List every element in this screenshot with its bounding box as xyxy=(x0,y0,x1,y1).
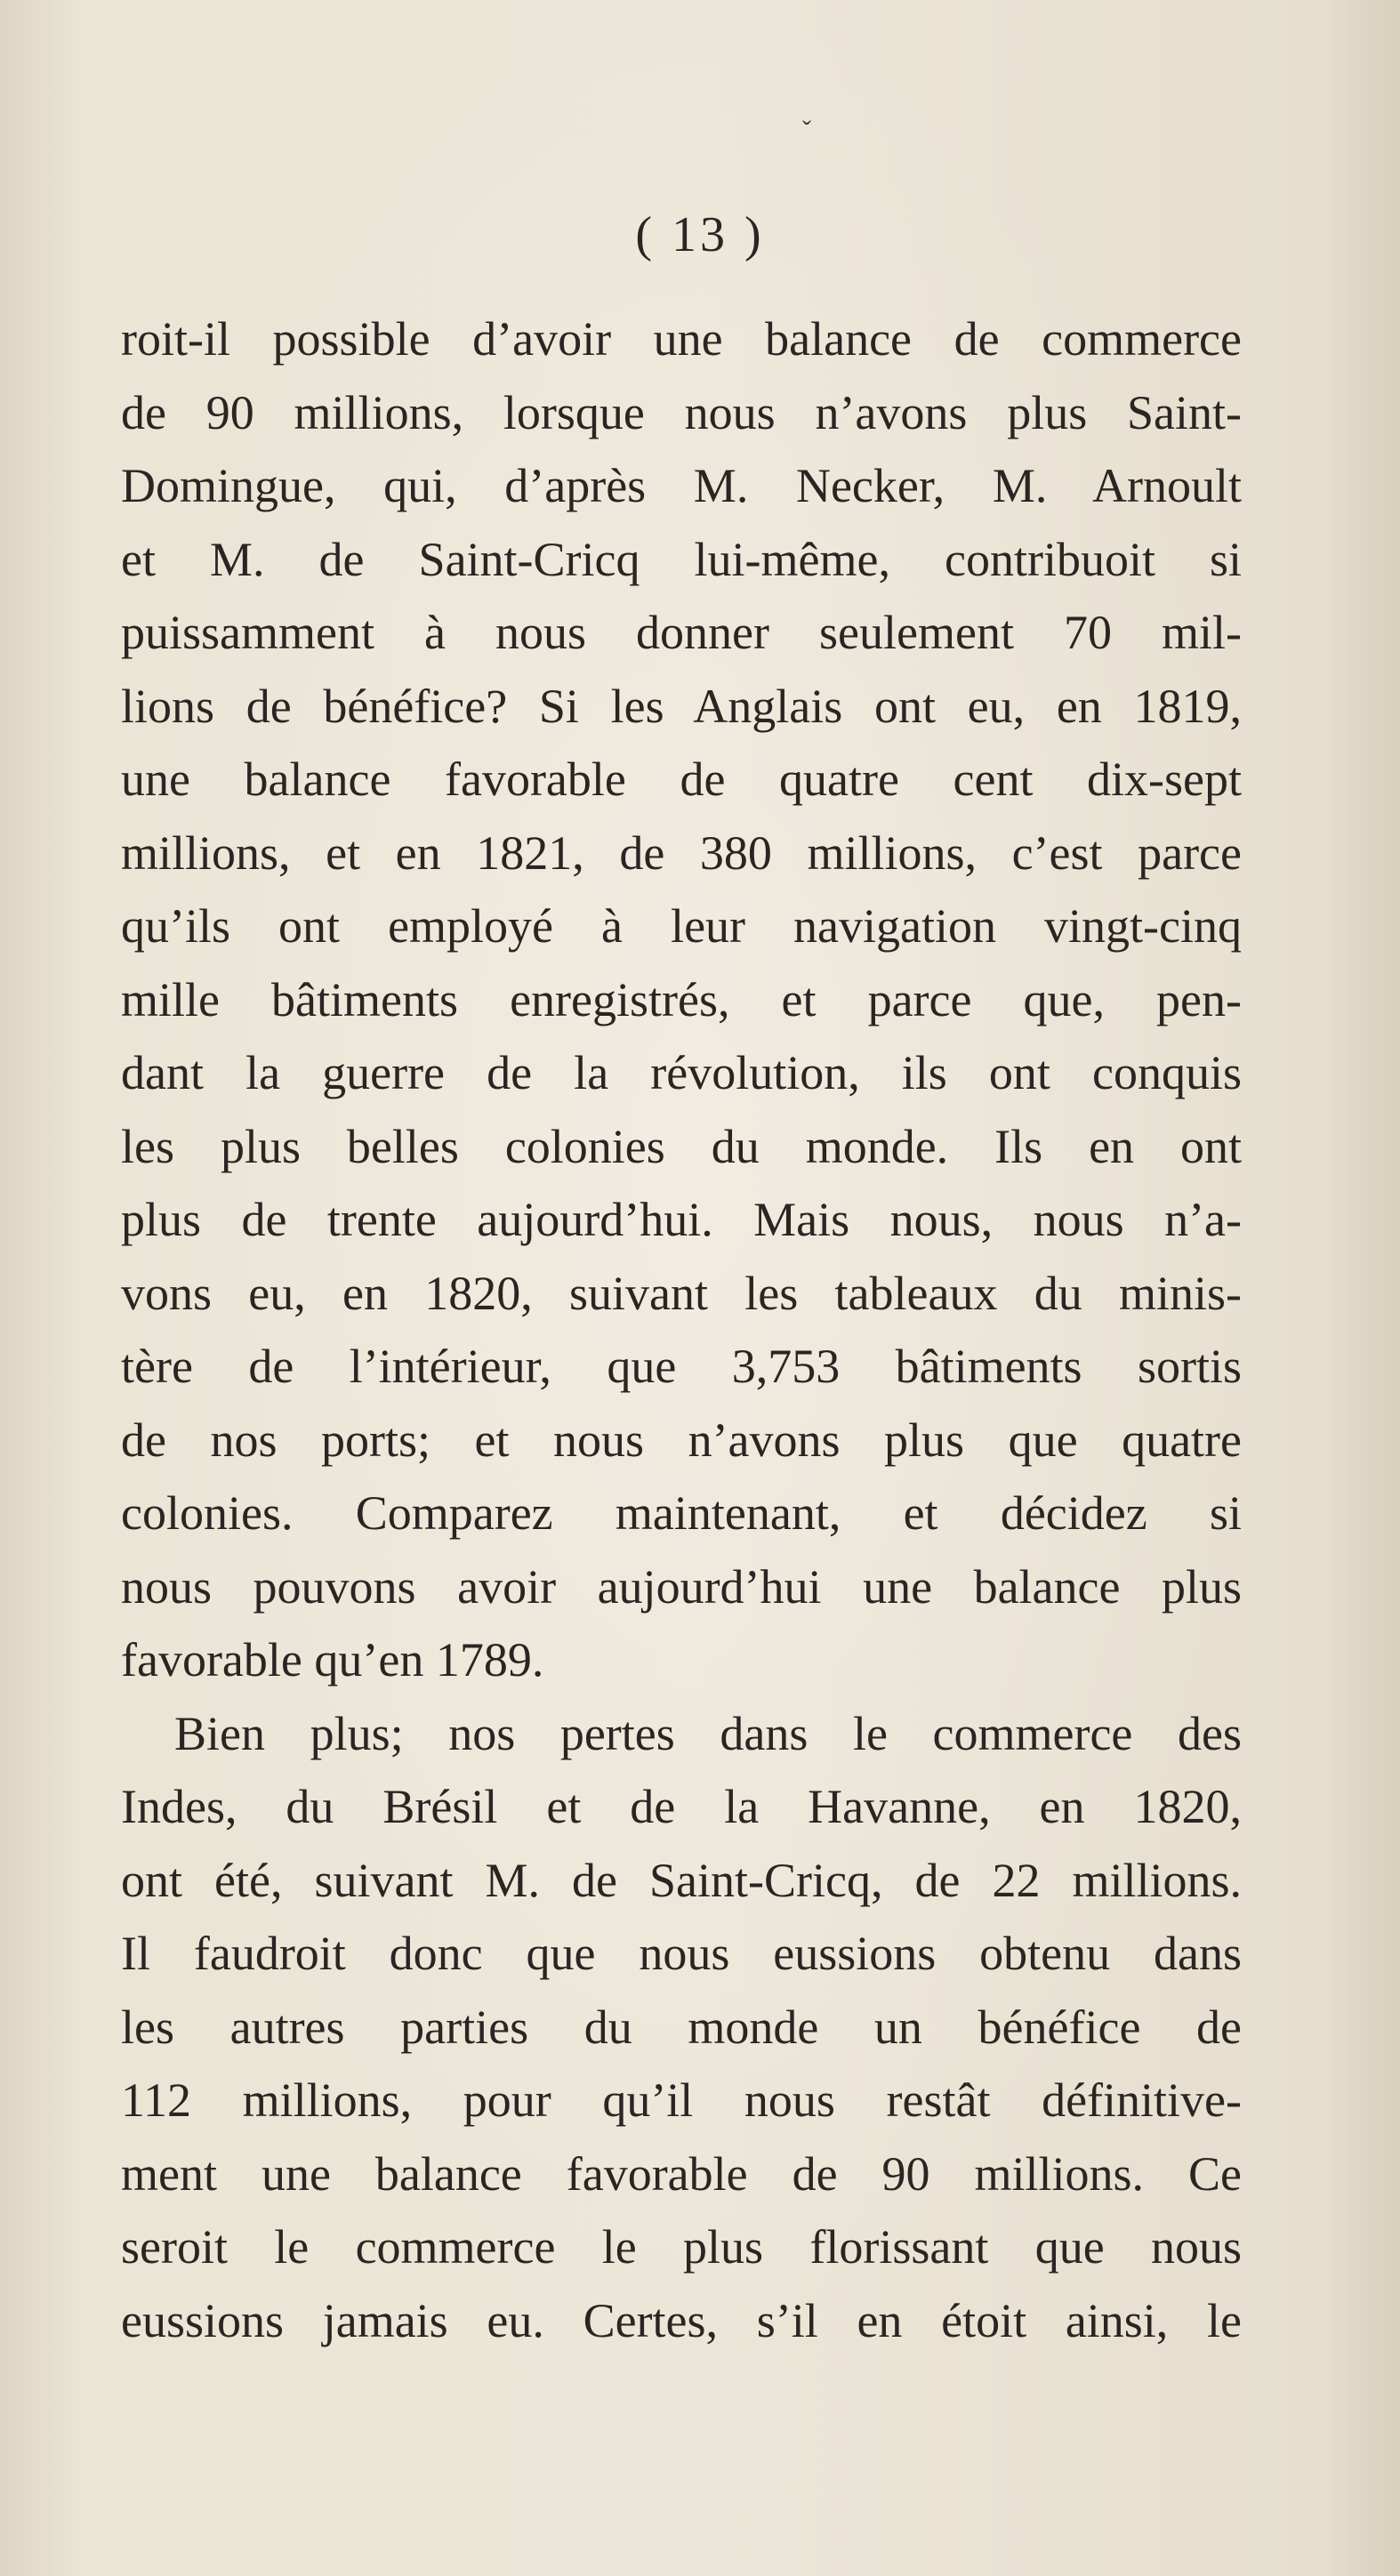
text-line: seroit le commerce le plus florissant que nous xyxy=(121,2220,1242,2274)
text-line: mille bâtiments enregistrés, et parce que, pen- xyxy=(121,972,1242,1026)
text-line: dant la guerre de la révolution, ils ont conquis xyxy=(121,1046,1242,1099)
text-line: eussions jamais eu. Certes, s’il en étoit ainsi, le xyxy=(121,2293,1242,2347)
text-line: nous pouvons avoir aujourd’hui une balance plus xyxy=(121,1559,1242,1614)
text-line: ment une balance favorable de 90 millions. Ce xyxy=(121,2146,1242,2201)
text-line: vons eu, en 1820, suivant les tableaux du minis- xyxy=(121,1266,1242,1320)
ink-mark: ˇ xyxy=(802,116,811,145)
text-line: tère de l’intérieur, que 3,753 bâtiments sortis xyxy=(121,1340,1242,1393)
text-line: de nos ports; et nous n’avons plus que quatre xyxy=(121,1413,1242,1467)
text-line: puissamment à nous donner seulement 70 mil- xyxy=(121,606,1242,659)
text-line: les plus belles colonies du monde. Ils en ont xyxy=(121,1119,1242,1173)
text-line: roit-il possible d’avoir une balance de commerce xyxy=(121,312,1242,366)
body-text xyxy=(121,302,1242,2357)
text-line: les autres parties du monde un bénéfice de xyxy=(121,2000,1242,2054)
text-line: millions, et en 1821, de 380 millions, c’est parce xyxy=(121,825,1242,880)
text-line: lions de bénéfice? Si les Anglais ont eu, en 1819, xyxy=(121,679,1242,733)
text-line: ont été, suivant M. de Saint-Cricq, de 22 millions. xyxy=(121,1853,1242,1907)
text-line: Indes, du Brésil et de la Havanne, en 1820, xyxy=(121,1780,1242,1833)
text-line: une balance favorable de quatre cent dix-sept xyxy=(121,753,1242,806)
text-line: 112 millions, pour qu’il nous restât définitive- xyxy=(121,2073,1242,2127)
text-line: Il faudroit donc que nous eussions obtenu dans xyxy=(121,1927,1242,1980)
text-line: et M. de Saint-Cricq lui-même, contribuoit si xyxy=(121,532,1242,586)
text-line: Domingue, qui, d’après M. Necker, M. Arnoult xyxy=(121,459,1242,512)
text-line: colonies. Comparez maintenant, et décidez si xyxy=(121,1486,1242,1540)
text-line: qu’ils ont employé à leur navigation vingt-cinq xyxy=(121,899,1242,953)
text-line-paragraph-end: favorable qu’en 1789. xyxy=(121,1633,544,1686)
text-line: plus de trente aujourd’hui. Mais nous, nous n’a- xyxy=(121,1193,1242,1246)
text-line: de 90 millions, lorsque nous n’avons plus Saint- xyxy=(121,385,1242,439)
text-line-paragraph-start: Bien plus; nos pertes dans le commerce des xyxy=(174,1706,1242,1760)
page-number: ( 13 ) xyxy=(635,207,765,262)
